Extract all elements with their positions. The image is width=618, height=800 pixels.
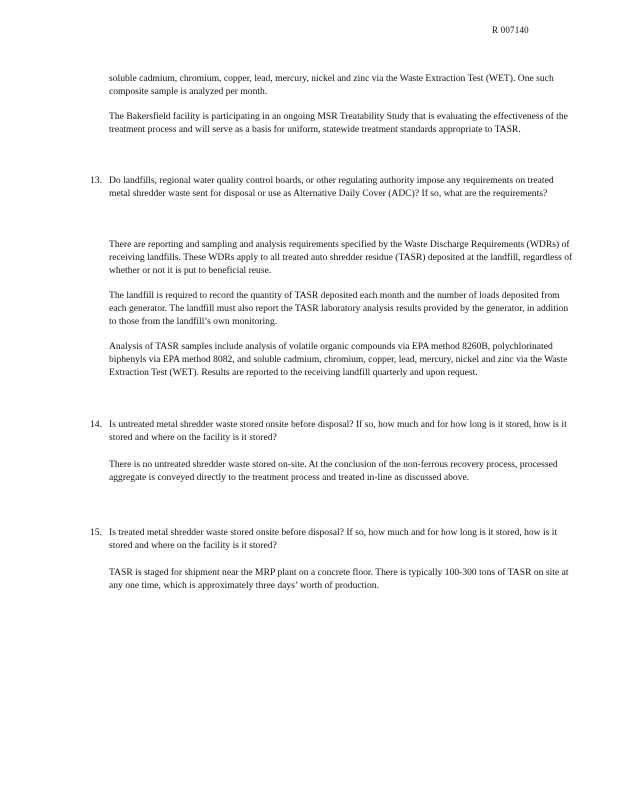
paragraph-treatability-study: The Bakersfield facility is participating in an ongoing MSR Treatability Study that is evaluating the effectiveness of the treatment process and will serve as a basis for uniform, statewide treatment standards appropriate to TASR. (109, 111, 568, 136)
question-text: Do landfills, regional water quality control boards, or other regulating authority impose any requirements on treated metal shredder waste sent for disposal or use as Alternative Daily Cover (ADC)? If so, what are the requirements? (109, 175, 554, 200)
answer-15-paragraph: TASR is staged for shipment near the MRP plant on a concrete floor. There is typically 100-300 tons of TASR on site at any one time, which is approximately three days’ worth of production. (109, 567, 569, 592)
answer-13-paragraph-3: Analysis of TASR samples include analysis of volatile organic compounds via EPA method 8260B, polychlorinated biphenyls via EPA method 8082, and soluble cadmium, chromium, copper, lead, mercury, nickel and zinc via the Waste Extraction Test (WET). Results are reported to the receiving landfill quarterly and upon request. (109, 341, 568, 379)
question-number: 15. (90, 527, 102, 538)
paragraph-wet-analysis: soluble cadmium, chromium, copper, lead, mercury, nickel and zinc via the Waste Extraction Test (WET). One such composite sample is analyzed per month. (109, 73, 554, 98)
question-14 (90, 418, 574, 444)
question-15 (90, 526, 574, 552)
answer-14-paragraph: There is no untreated shredder waste stored on-site. At the conclusion of the non-ferrous recovery process, processed aggregate is conveyed directly to the treatment process and treated in-line as discussed above. (109, 459, 558, 484)
page-reference-number: R 007140 (492, 25, 529, 35)
question-text: Is treated metal shredder waste stored onsite before disposal? If so, how much and for how long is it stored, how is it stored and where on the facility is it stored? (109, 527, 558, 552)
answer-13-paragraph-2: The landfill is required to record the quantity of TASR deposited each month and the number of loads deposited from each generator. The landfill must also report the TASR laboratory analysis results provided by the generator, in addition to those from the landfill’s own monitoring. (109, 290, 569, 328)
question-number: 13. (90, 175, 102, 186)
answer-13-paragraph-1: There are reporting and sampling and analysis requirements specified by the Waste Discharge Requirements (WDRs) of receiving landfills. These WDRs apply to all treated auto shredder residue (TASR) deposited at the landfill, regardless of whether or not it is put to beneficial reuse. (109, 239, 573, 277)
question-number: 14. (90, 419, 102, 430)
question-13 (90, 174, 574, 200)
question-text: Is untreated metal shredder waste stored onsite before disposal? If so, how much and for how long is it stored, how is it stored and where on the facility is it stored? (109, 419, 567, 444)
